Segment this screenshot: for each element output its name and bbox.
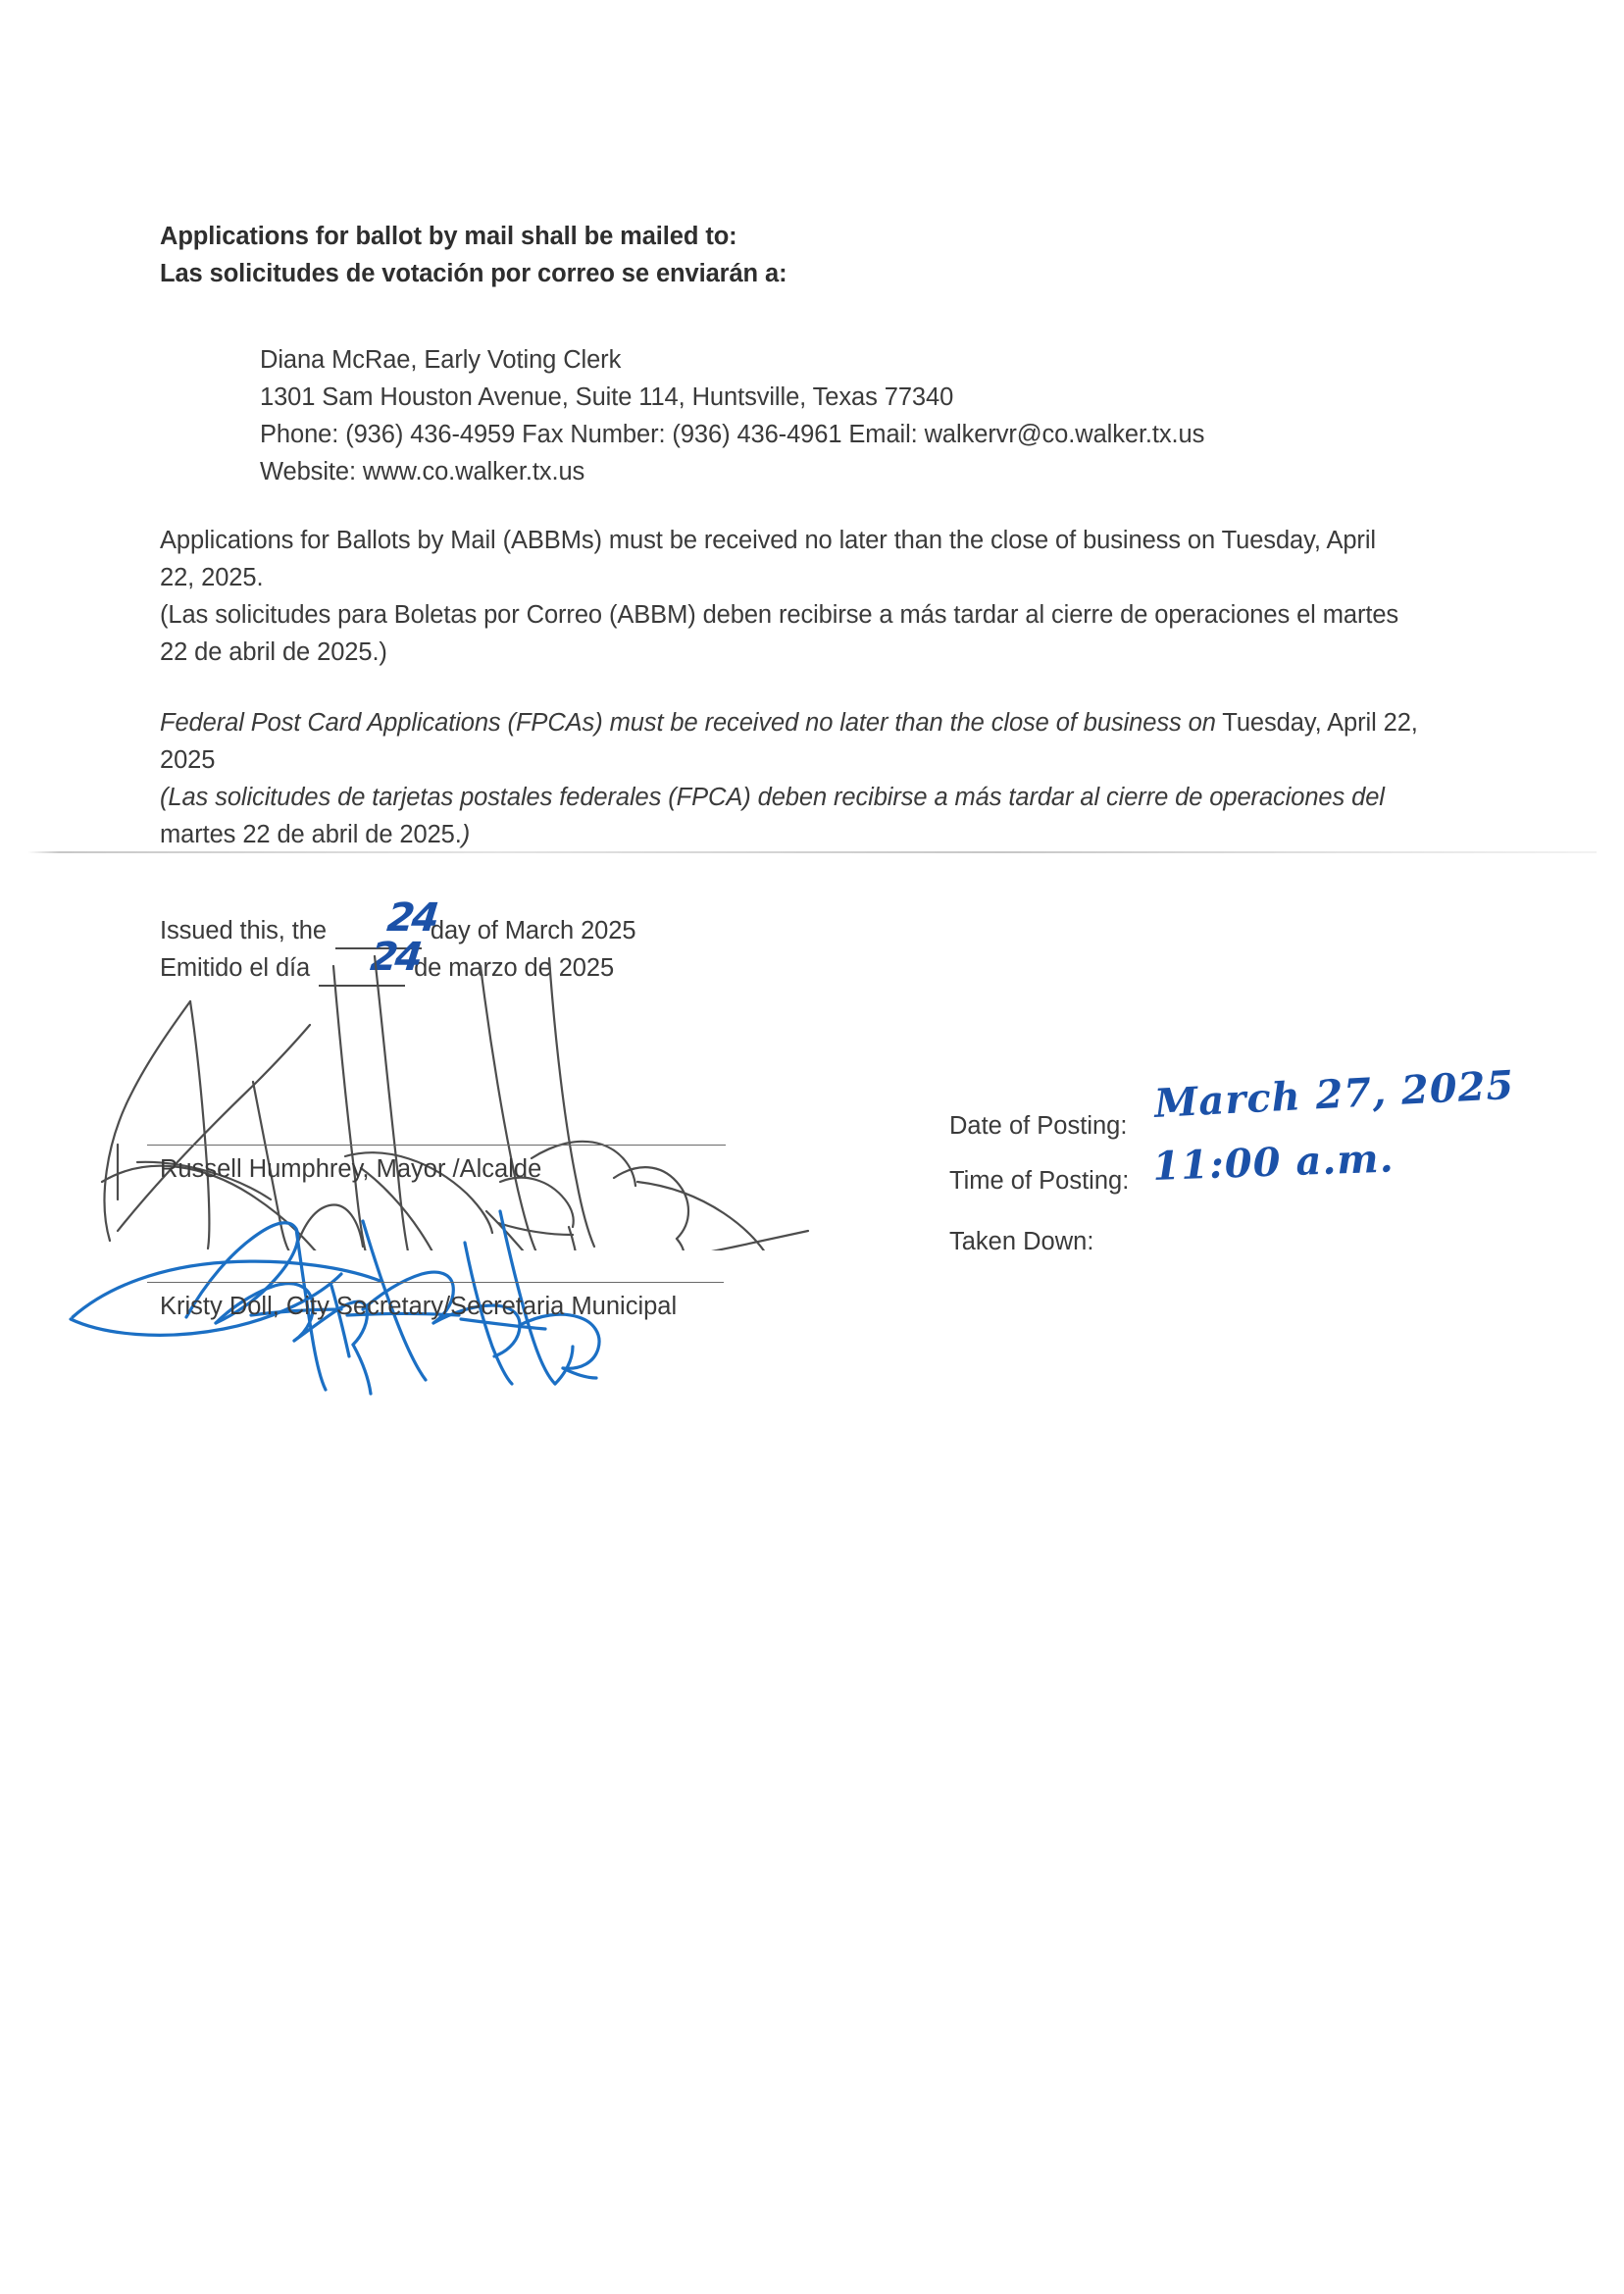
address-street: 1301 Sam Houston Avenue, Suite 114, Huntsville, Texas 77340 [260,383,954,411]
date-of-posting-label: Date of Posting: [949,1112,1128,1140]
heading-block [160,218,787,292]
taken-down-label: Taken Down: [949,1228,1094,1255]
address-phone-fax-email: Phone: (936) 436-4959 Fax Number: (936) 436-4961 Email: walkervr@co.walker.tx.us [260,421,1205,448]
time-of-posting-row [949,1135,1396,1220]
heading-line-spanish: Las solicitudes de votación por correo se enviarán a: [160,260,787,287]
abbm-deadline-paragraph [160,522,1523,671]
clerk-signature-line [147,1282,724,1283]
date-of-posting-value: March 27, 2025 [1152,1061,1516,1127]
clerk-signature-caption: Kristy Doll, City Secretary/Secretaria Municipal [160,1293,678,1320]
issued-spanish-day-handwritten: 24 [368,935,423,980]
address-clerk-name: Diana McRae, Early Voting Clerk [260,346,622,374]
posting-block [949,1061,1516,1281]
fpca-english-italic-part: Federal Post Card Applications (FPCAs) must be received no later than the close of business on [160,709,1216,737]
issued-english-day-handwritten: 24 [384,895,439,941]
time-of-posting-value: 11:00 a.m. [1151,1135,1396,1190]
scan-seam-divider [27,851,1597,853]
issued-english-prefix: Issued this, the [160,917,333,944]
mayor-signature-caption: Russell Humphrey, Mayor /Alcalde [160,1155,542,1183]
fpca-spanish-line2 [160,816,1523,853]
abbm-english-line2: 22, 2025. [160,564,264,591]
fpca-english-line2: 2025 [160,746,216,774]
taken-down-row [949,1226,1129,1281]
fpca-spanish-roman-part: martes 22 de abril de 2025. [160,821,462,848]
fpca-deadline-paragraph [160,704,1523,853]
abbm-spanish-line2: 22 de abril de 2025.) [160,638,387,666]
fpca-spanish-line1: (Las solicitudes de tarjetas postales federales (FPCA) deben recibirse a más tardar al cierre de operaciones del [160,784,1385,811]
fpca-english-roman-part: Tuesday, April 22, [1215,709,1418,737]
abbm-spanish-line1: (Las solicitudes para Boletas por Correo (ABBM) deben recibirse a más tardar al cierre de operaciones el martes [160,601,1399,629]
issued-spanish-suffix: de marzo de 2025 [407,954,615,982]
issued-date-block [160,895,636,987]
mailing-address-block [260,341,1204,490]
fpca-english-line1 [160,704,1523,741]
issued-line-spanish [160,935,635,987]
issued-spanish-prefix: Emitido el día [160,954,318,982]
heading-line-english: Applications for ballot by mail shall be mailed to: [160,223,737,250]
time-of-posting-label: Time of Posting: [949,1167,1130,1195]
fpca-spanish-close-paren: ) [461,821,471,848]
issued-english-suffix: day of March 2025 [423,917,636,944]
abbm-english-line1: Applications for Ballots by Mail (ABBMs) must be received no later than the close of business on Tuesday, April [160,527,1376,554]
mayor-signature-line [147,1145,726,1146]
address-website: Website: www.co.walker.tx.us [260,458,585,485]
